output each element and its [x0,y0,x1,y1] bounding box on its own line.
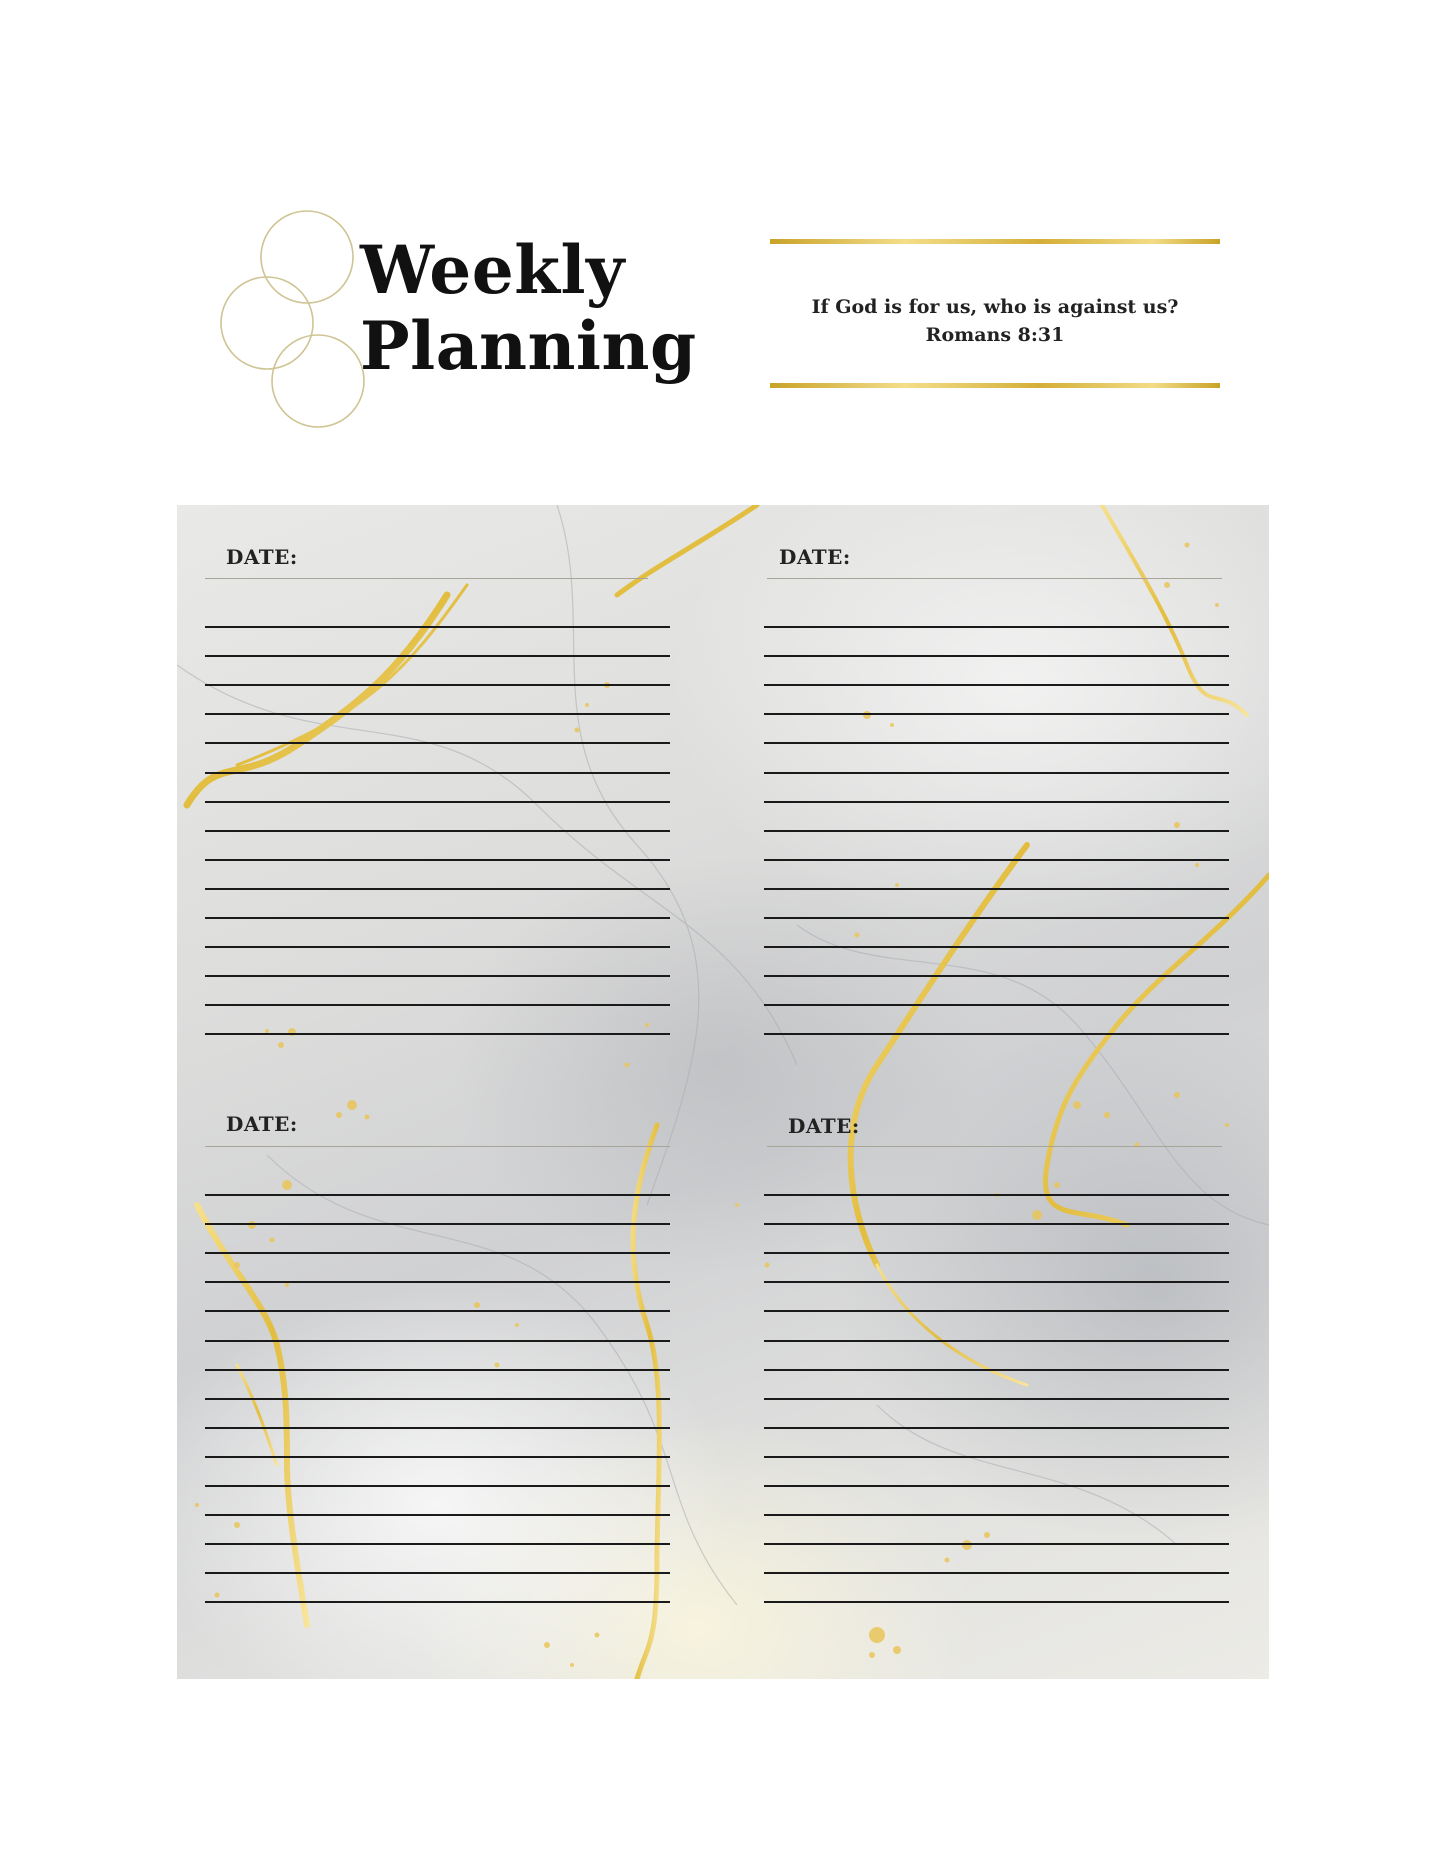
date-underline[interactable] [205,1146,670,1147]
writing-line[interactable] [764,1543,1229,1545]
writing-line[interactable] [764,1281,1229,1283]
writing-line[interactable] [205,1369,670,1371]
writing-line[interactable] [205,1281,670,1283]
date-label: DATE: [779,545,851,569]
writing-line[interactable] [205,1427,670,1429]
writing-line[interactable] [205,1004,670,1006]
writing-line[interactable] [764,888,1229,890]
writing-line[interactable] [205,1252,670,1254]
writing-line[interactable] [205,772,670,774]
writing-line[interactable] [205,859,670,861]
writing-line[interactable] [205,975,670,977]
writing-line[interactable] [764,1427,1229,1429]
writing-line[interactable] [764,1601,1229,1603]
date-underline[interactable] [205,578,648,579]
writing-line[interactable] [764,626,1229,628]
marble-panel [177,505,1269,1679]
page-title [360,232,697,384]
writing-line[interactable] [764,1310,1229,1312]
date-label: DATE: [226,1112,298,1136]
date-section-4 [764,1114,1229,1614]
writing-line[interactable] [764,830,1229,832]
writing-line[interactable] [205,684,670,686]
writing-line[interactable] [205,1572,670,1574]
writing-line[interactable] [764,1340,1229,1342]
writing-line[interactable] [205,801,670,803]
quote-top-bar [770,239,1220,244]
writing-line[interactable] [205,1485,670,1487]
verse-reference: Romans 8:31 [925,324,1065,346]
writing-line[interactable] [205,946,670,948]
writing-line[interactable] [205,1223,670,1225]
quote-bottom-bar [770,383,1220,388]
rings-ornament [215,205,375,435]
date-section-1 [205,545,648,1045]
writing-line[interactable] [764,975,1229,977]
writing-line[interactable] [205,626,670,628]
writing-line[interactable] [205,830,670,832]
writing-line[interactable] [764,1252,1229,1254]
bible-verse [770,293,1220,349]
writing-line[interactable] [205,1194,670,1196]
writing-line[interactable] [764,1514,1229,1516]
writing-line[interactable] [764,1398,1229,1400]
writing-line[interactable] [205,742,670,744]
title-line-2: Planning [360,307,697,385]
writing-line[interactable] [764,1194,1229,1196]
writing-line[interactable] [205,1340,670,1342]
title-line-1: Weekly [360,231,625,309]
writing-line[interactable] [764,772,1229,774]
writing-line[interactable] [205,1456,670,1458]
writing-line[interactable] [764,1004,1229,1006]
writing-line[interactable] [205,655,670,657]
writing-line[interactable] [764,859,1229,861]
writing-line[interactable] [764,1223,1229,1225]
writing-line[interactable] [764,917,1229,919]
writing-line[interactable] [764,1033,1229,1035]
date-label: DATE: [788,1114,860,1138]
writing-line[interactable] [764,713,1229,715]
writing-line[interactable] [205,1601,670,1603]
writing-line[interactable] [764,801,1229,803]
writing-line[interactable] [764,1369,1229,1371]
writing-line[interactable] [205,1543,670,1545]
writing-line[interactable] [205,917,670,919]
writing-line[interactable] [764,1572,1229,1574]
writing-line[interactable] [205,713,670,715]
date-underline[interactable] [767,578,1222,579]
writing-line[interactable] [205,1033,670,1035]
writing-line[interactable] [205,1514,670,1516]
writing-line[interactable] [764,655,1229,657]
writing-line[interactable] [205,888,670,890]
date-underline[interactable] [767,1146,1222,1147]
date-section-2 [764,545,1229,1045]
writing-line[interactable] [764,684,1229,686]
writing-line[interactable] [205,1398,670,1400]
date-section-3 [205,1112,648,1612]
verse-text: If God is for us, who is against us? [811,296,1179,318]
writing-line[interactable] [205,1310,670,1312]
writing-line[interactable] [764,946,1229,948]
writing-line[interactable] [764,742,1229,744]
writing-line[interactable] [764,1485,1229,1487]
date-label: DATE: [226,545,298,569]
writing-line[interactable] [764,1456,1229,1458]
